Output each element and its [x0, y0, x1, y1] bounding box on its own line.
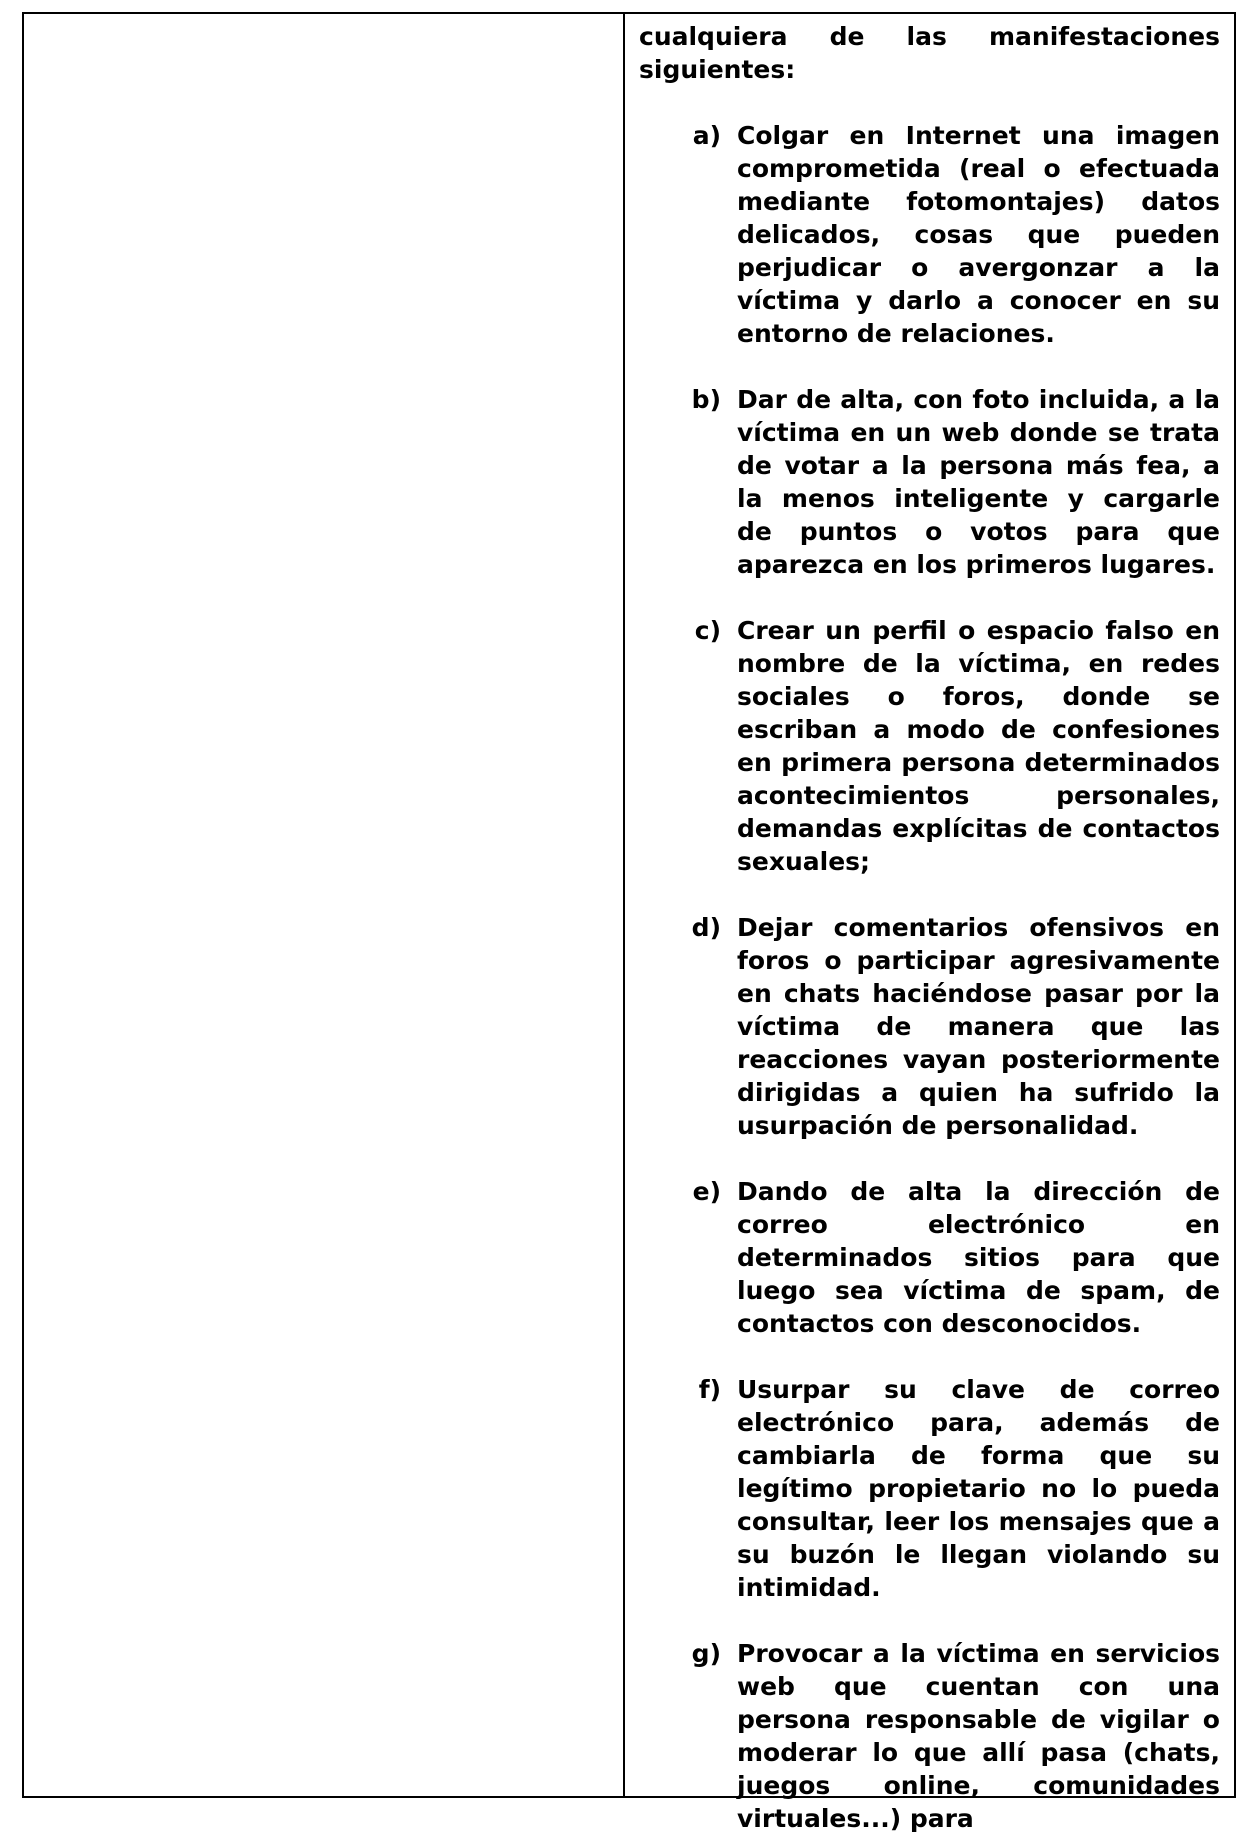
list-item-c — [639, 614, 1220, 878]
list-marker: a) — [692, 121, 721, 150]
list-marker: d) — [691, 913, 721, 942]
list-marker: c) — [694, 616, 721, 645]
list-marker: g) — [691, 1639, 721, 1668]
list-marker: e) — [692, 1177, 721, 1206]
list-item-text: Provocar a la víctima en servicios web que cuentan con una persona responsable de vigilar o moderar lo que allí pasa (chats, juegos online, comunidades virtuales...) para — [737, 1639, 1220, 1833]
list-item-text: Usurpar su clave de correo electrónico para, además de cambiarla de forma que su legítimo propietario no lo pueda consultar, leer los mensajes que a su buzón le llegan violando su intimidad. — [737, 1375, 1220, 1602]
list-item-g — [639, 1637, 1220, 1835]
list-marker: b) — [691, 385, 721, 414]
list-item-a — [639, 119, 1220, 350]
intro-paragraph: cualquiera de las manifestaciones siguientes: — [639, 22, 1220, 84]
list-item-d — [639, 911, 1220, 1142]
list-item-text: Dejar comentarios ofensivos en foros o participar agresivamente en chats haciéndose pasar por la víctima de manera que las reacciones vayan posteriormente dirigidas a quien ha sufrido la usurpación de personalidad. — [737, 913, 1220, 1140]
list-item-text: Dar de alta, con foto incluida, a la víctima en un web donde se trata de votar a la persona más fea, a la menos inteligente y cargarle de puntos o votos para que aparezca en los primeros lugares. — [737, 385, 1220, 579]
left-empty-cell — [24, 14, 625, 1796]
list-item-b — [639, 383, 1220, 581]
list-item-text: Crear un perfil o espacio falso en nombre de la víctima, en redes sociales o foros, donde se escriban a modo de confesiones en primera persona determinados acontecimientos personales, demandas explícitas de contactos sexuales; — [737, 616, 1220, 876]
list-item-e — [639, 1175, 1220, 1340]
list-item-text: Dando de alta la dirección de correo electrónico en determinados sitios para que luego sea víctima de spam, de contactos con desconocidos. — [737, 1177, 1220, 1338]
list-marker: f) — [698, 1375, 721, 1404]
list-item-f — [639, 1373, 1220, 1604]
list-item-text: Colgar en Internet una imagen comprometida (real o efectuada mediante fotomontajes) datos delicados, cosas que pueden perjudicar o avergonzar a la víctima y darlo a conocer en su entorno de relaciones. — [737, 121, 1220, 348]
table-frame — [22, 12, 1236, 1833]
right-text-cell — [625, 14, 1234, 1833]
